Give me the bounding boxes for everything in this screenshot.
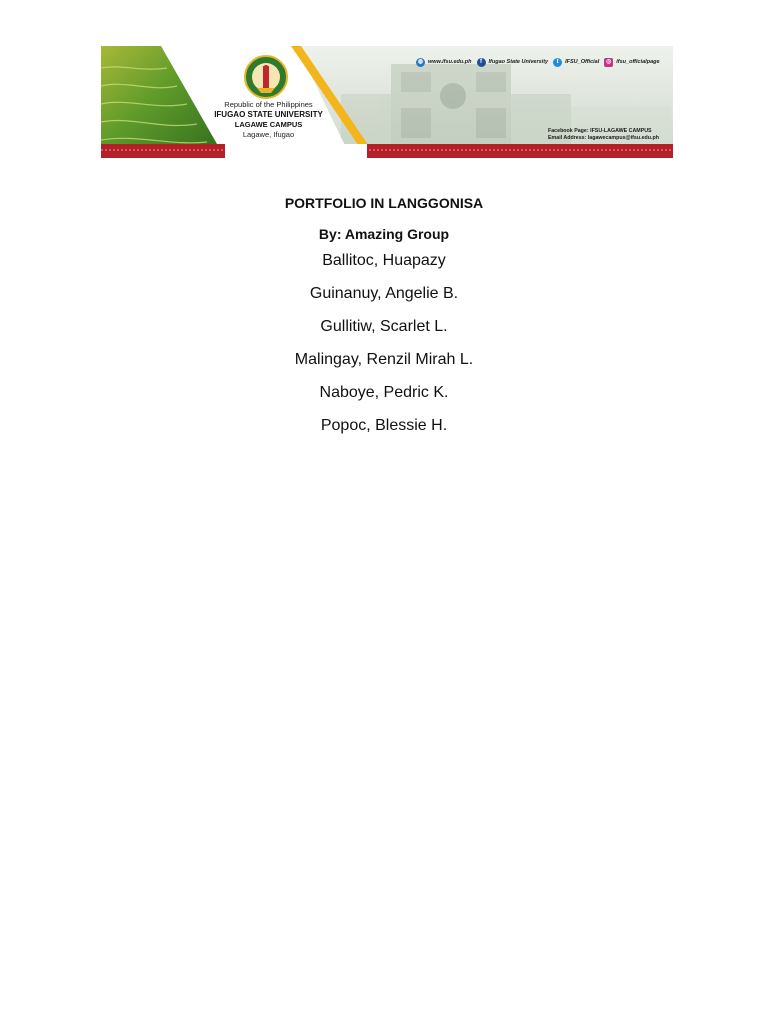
twitter-link[interactable] [553,58,599,67]
woven-border [101,144,673,158]
document-title: PORTFOLIO IN LANGGONISA [284,195,484,211]
facebook-link[interactable] [477,58,549,67]
member-name: Ballitoc, Huapazy [322,252,446,269]
university-name-block [201,100,336,140]
member-list [0,244,768,442]
campus-name: LAGAWE CAMPUS [234,120,303,129]
member-name: Popoc, Blessie H. [320,417,448,434]
twitter-icon: t [553,58,562,67]
facebook-text: Ifugao State University [488,59,549,65]
campus-location: Lagawe, Ifugao [242,130,295,139]
website-link[interactable] [416,58,472,67]
globe-icon: ◍ [417,59,424,65]
instagram-link[interactable] [604,58,659,67]
email-text: Email Address: lagawecampus@ifsu.edu.ph [548,135,659,141]
university-seal-logo [241,54,291,100]
document-body [0,193,768,442]
facebook-page-text: Facebook Page: IFSU-LAGAWE CAMPUS [548,128,652,134]
twitter-text: IFSU_Official [565,59,600,65]
instagram-text: ifsu_officialpage [616,59,660,65]
member-name: Gullitiw, Scarlet L. [320,318,448,335]
social-links-bar [416,56,660,68]
group-byline: By: Amazing Group [318,226,450,242]
member-name: Naboye, Pedric K. [319,384,449,401]
contact-info [548,128,673,142]
member-name: Malingay, Renzil Mirah L. [294,351,474,368]
university-header-banner [101,46,673,158]
website-text: www.ifsu.edu.ph [428,59,472,65]
facebook-icon: f [477,58,486,67]
member-name: Guinanuy, Angelie B. [309,285,459,302]
country-label: Republic of the Philippines [224,100,313,109]
instagram-icon: ◎ [606,59,612,65]
university-name: IFUGAO STATE UNIVERSITY [214,110,323,119]
